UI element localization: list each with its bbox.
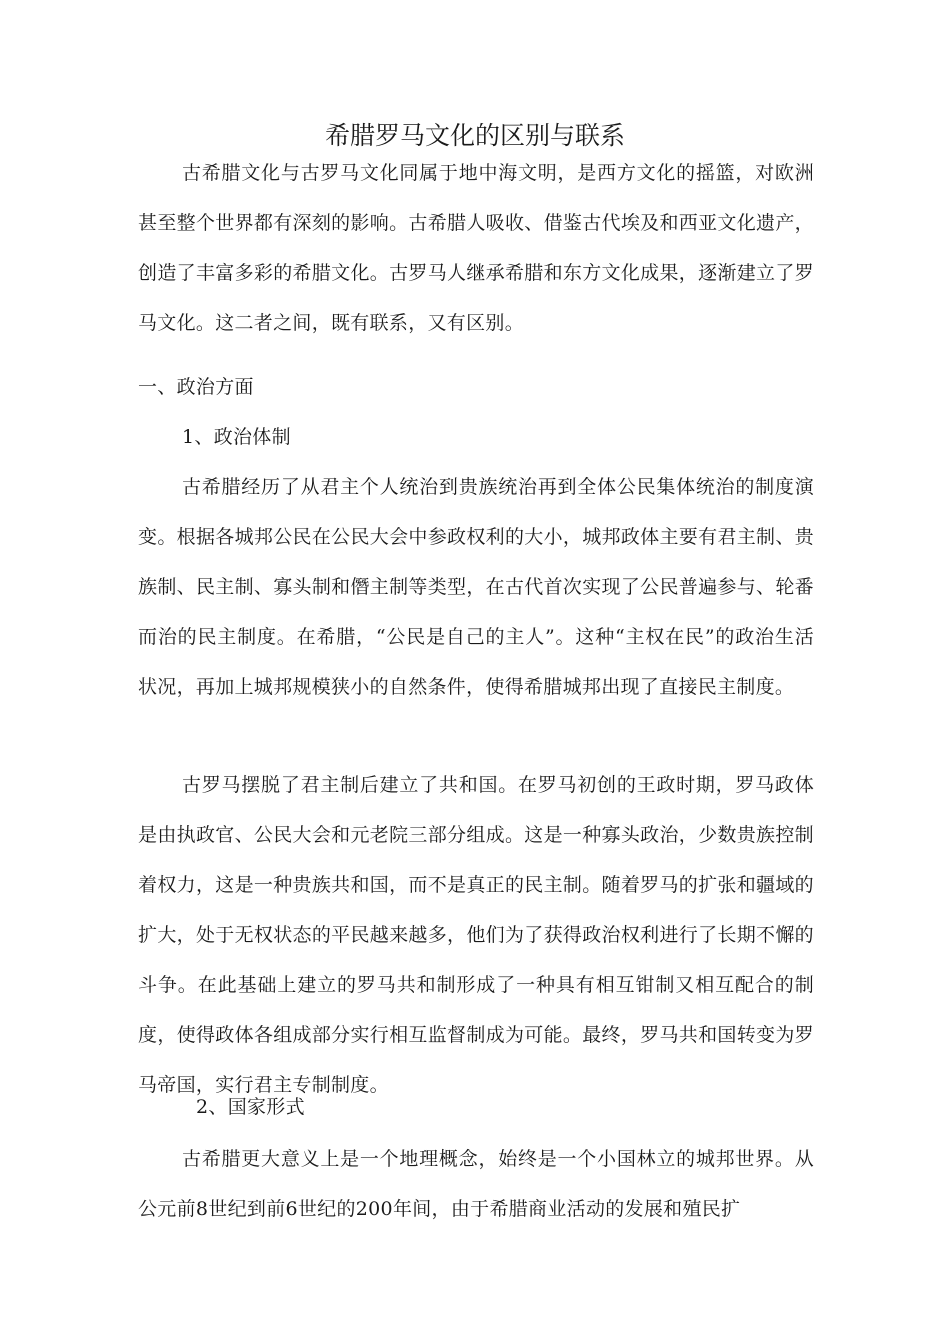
subheading-state-form: 2、国家形式 [196, 1096, 305, 1118]
paragraph-roman-politics: 古罗马摆脱了君主制后建立了共和国。在罗马初创的王政时期，罗马政体是由执政官、公民大会和元老院三部分组成。这是一种寡头政治，少数贵族控制着权力，这是一种贵族共和国，而不是真正的民主制。随着罗马的扩张和疆域的扩大，处于无权状态的平民越来越多，他们为了获得政治权利进行了长期不懈的斗争。在此基础上建立的罗马共和制形成了一种具有相互钳制又相互配合的制度，使得政体各组成部分实行相互监督制成为可能。最终，罗马共和国转变为罗马帝国，实行君主专制制度。 [138, 774, 814, 1096]
paragraph-greek-state: 古希腊更大意义上是一个地理概念，始终是一个小国林立的城邦世界。从公元前8世纪到前6世纪的200年间，由于希腊商业活动的发展和殖民扩 [138, 1148, 814, 1220]
section-heading-politics: 一、政治方面 [138, 376, 254, 398]
document-title: 希腊罗马文化的区别与联系 [324, 121, 625, 150]
intro-paragraph: 古希腊文化与古罗马文化同属于地中海文明，是西方文化的摇篮，对欧洲甚至整个世界都有深刻的影响。古希腊人吸收、借鉴古代埃及和西亚文化遗产，创造了丰富多彩的希腊文化。古罗马人继承希腊和东方文化成果，逐渐建立了罗马文化。这二者之间，既有联系，又有区别。 [138, 162, 814, 334]
subheading-political-system: 1、政治体制 [182, 426, 291, 448]
paragraph-greek-politics: 古希腊经历了从君主个人统治到贵族统治再到全体公民集体统治的制度演变。根据各城邦公民在公民大会中参政权利的大小，城邦政体主要有君主制、贵族制、民主制、寡头制和僭主制等类型，在古代首次实现了公民普遍参与、轮番而治的民主制度。在希腊，“公民是自己的主人”。这种“主权在民”的政治生活状况，再加上城邦规模狭小的自然条件，使得希腊城邦出现了直接民主制度。 [138, 476, 814, 698]
